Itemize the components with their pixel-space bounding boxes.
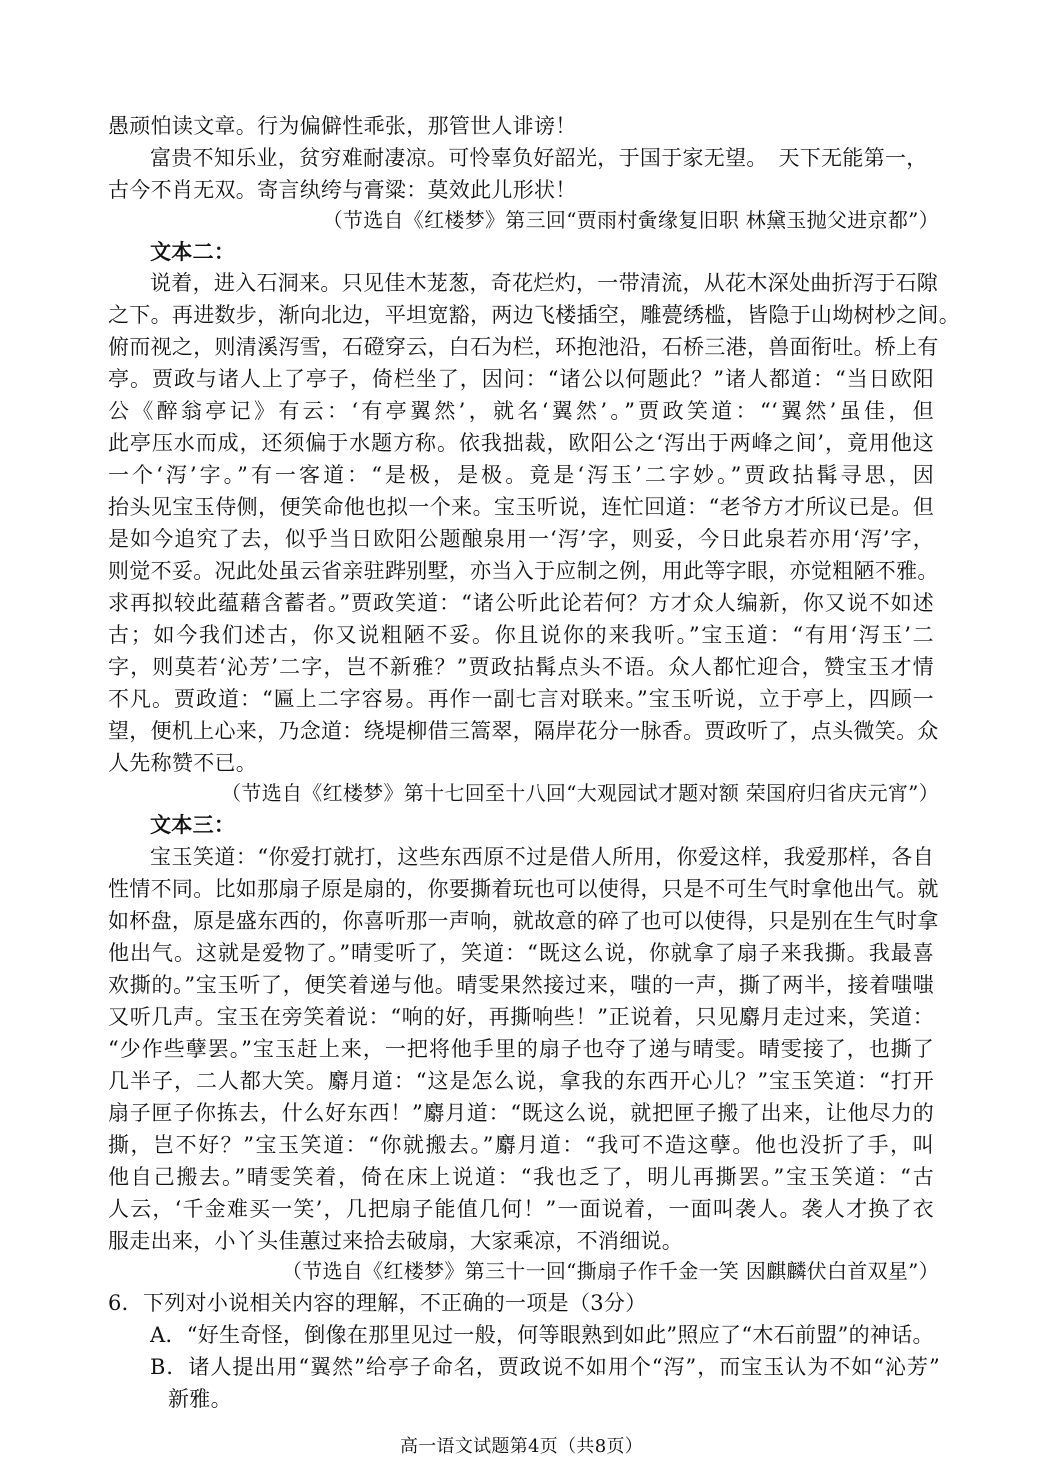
- paragraph-line: 撕，岂不好？”宝玉笑道：“你就搬去。”麝月道：“我可不造这孽。他也没折了手，叫: [108, 1133, 934, 1157]
- paragraph-line: 望，便机上心来，乃念道：绕堤柳借三篙翠，隔岸花分一脉香。贾政听了，点头微笑。众: [108, 719, 939, 743]
- paragraph-line: 则觉不妥。况此处虽云省亲驻跸别墅，亦当入于应制之例，用此等字眼，亦觉粗陋不雅。: [108, 559, 939, 583]
- paragraph-line: 之下。再进数步，渐向北边，平坦宽豁，两边飞楼插空，雕甍绣槛，皆隐于山坳树杪之间。: [108, 303, 960, 327]
- paragraph-line: 说着，进入石洞来。只见佳木茏葱，奇花烂灼，一带清流，从花木深处曲折泻于石隙: [150, 271, 939, 295]
- option-b-continued: 新雅。: [168, 1387, 232, 1411]
- question-stem: 6．下列对小说相关内容的理解，不正确的一项是（3分）: [108, 1291, 647, 1315]
- paragraph-line: 几半子，二人都大笑。麝月道：“这是怎么说，拿我的东西开心儿？”宝玉笑道：“打开: [108, 1069, 934, 1093]
- paragraph-line: 古；如今我们述古，你又说粗陋不妥。你且说你的来我听。”宝玉道：“有用‘泻玉’二: [108, 623, 934, 647]
- paragraph-line: 字，则莫若‘沁芳’二字，岂不新雅？”贾政拈髯点头不语。众人都忙迎合，赞宝玉才情: [108, 655, 934, 679]
- paragraph-line: 亭。贾政与诸人上了亭子，倚栏坐了，因问：“诸公以何题此？”诸人都道：“当日欧阳: [108, 367, 934, 391]
- source-citation-3: （节选自《红楼梦》第三十一回“撕扇子作千金一笑 因麒麟伏白首双星”）: [281, 1259, 939, 1283]
- page-footer: 高一语文试题第4页（共8页）: [399, 1436, 644, 1457]
- paragraph-line: 俯而视之，则清溪泻雪，石磴穿云，白石为栏，环抱池沿，石桥三港，兽面衔吐。桥上有: [108, 335, 939, 359]
- paragraph-line: 他出气。这就是爱物了。”晴雯听了，笑道：“既这么说，你就拿了扇子来我撕。我最喜: [108, 941, 934, 965]
- section-heading-text2: 文本二：: [150, 240, 236, 264]
- paragraph-line: 他自己搬去。”晴雯笑着，倚在床上说道：“我也乏了，明儿再撕罢。”宝玉笑道：“古: [108, 1165, 934, 1189]
- paragraph-line: 扇子匣子你拣去，什么好东西！”麝月道：“既这么说，就把匣子搬了出来，让他尽力的: [108, 1101, 934, 1125]
- paragraph-line: 服走出来，小丫头佳蕙过来拾去破扇，大家乘凉，不消细说。: [108, 1229, 684, 1253]
- source-citation-2: （节选自《红楼梦》第十七回至十八回“大观园试才题对额 荣国府归省庆元宵”）: [221, 781, 939, 805]
- option-a: A．“好生奇怪，倒像在那里见过一般，何等眼熟到如此”照应了“木石前盟”的神话。: [150, 1323, 934, 1347]
- paragraph-line: 此亭压水而成，还须偏于水题方称。依我拙裁，欧阳公之‘泻出于两峰之间’，竟用他这: [108, 431, 934, 455]
- poem-line-1: 愚顽怕读文章。行为偏僻性乖张，那管世人诽谤！: [108, 114, 577, 138]
- option-b: B．诸人提出用“翼然”给亭子命名，贾政说不如用个“泻”，而宝玉认为不如“沁芳”: [150, 1355, 940, 1379]
- paragraph-line: 是如今追究了去，似乎当日欧阳公题酿泉用一‘泻’字，则妥，今日此泉若亦用‘泻’字，: [108, 527, 934, 551]
- paragraph-line: 不凡。贾政道：“匾上二字容易。再作一副七言对联来。”宝玉听说，立于亭上，四顾一: [108, 687, 934, 711]
- section-heading-text3: 文本三：: [150, 813, 236, 837]
- paragraph-line: 人先称赞不已。: [108, 751, 258, 775]
- paragraph-line: 又听几声。宝玉在旁笑着说：“响的好，再撕响些！”正说着，只见麝月走过来，笑道：: [108, 1005, 934, 1029]
- paragraph-line: 人云，‘千金难买一笑’，几把扇子能值几何！”一面说着，一面叫袭人。袭人才换了衣: [108, 1197, 934, 1221]
- paragraph-line: 欢撕的。”宝玉听了，便笑着递与他。晴雯果然接过来，嗤的一声，撕了两半，接着嗤嗤: [108, 973, 934, 997]
- paragraph-line: 求再拟较此蕴藉含蓄者。”贾政笑道：“诸公听此论若何？方才众人编新，你又说不如述: [108, 591, 934, 615]
- paragraph-line: 抬头见宝玉侍侧，便笑命他也拟一个来。宝玉听说，连忙回道：“老爷方才所议已是。但: [108, 495, 934, 519]
- paragraph-line: 如杯盘，原是盛东西的，你喜听那一声响，就故意的碎了也可以使得，只是别在生气时拿: [108, 909, 939, 933]
- paragraph-line: 一个‘泻’字。”有一客道：“是极，是极。竟是‘泻玉’二字妙。”贾政拈髯寻思，因: [108, 463, 934, 487]
- poem-line-3: 古今不肖无双。寄言纨绔与膏粱：莫效此儿形状！: [108, 178, 577, 202]
- paragraph-line: “少作些孽罢。”宝玉赶上来，一把将他手里的扇子也夺了递与晴雯。晴雯接了，也撕了: [108, 1037, 934, 1061]
- poem-line-2: 富贵不知乐业，贫穷难耐凄凉。可怜辜负好韶光，于国于家无望。 天下无能第一，: [150, 146, 928, 170]
- source-citation-1: （节选自《红楼梦》第三回“贾雨村夤缘复旧职 林黛玉抛父进京都”）: [322, 208, 939, 232]
- paragraph-line: 宝玉笑道：“你爱打就打，这些东西原不过是借人所用，你爱这样，我爱那样，各自: [150, 845, 934, 869]
- paragraph-line: 性情不同。比如那扇子原是扇的，你要撕着玩也可以使得，只是不可生气时拿他出气。就: [108, 877, 939, 901]
- paragraph-line: 公《醉翁亭记》有云：‘有亭翼然’，就名‘翼然’。”贾政笑道：“‘翼然’虽佳，但: [108, 399, 934, 423]
